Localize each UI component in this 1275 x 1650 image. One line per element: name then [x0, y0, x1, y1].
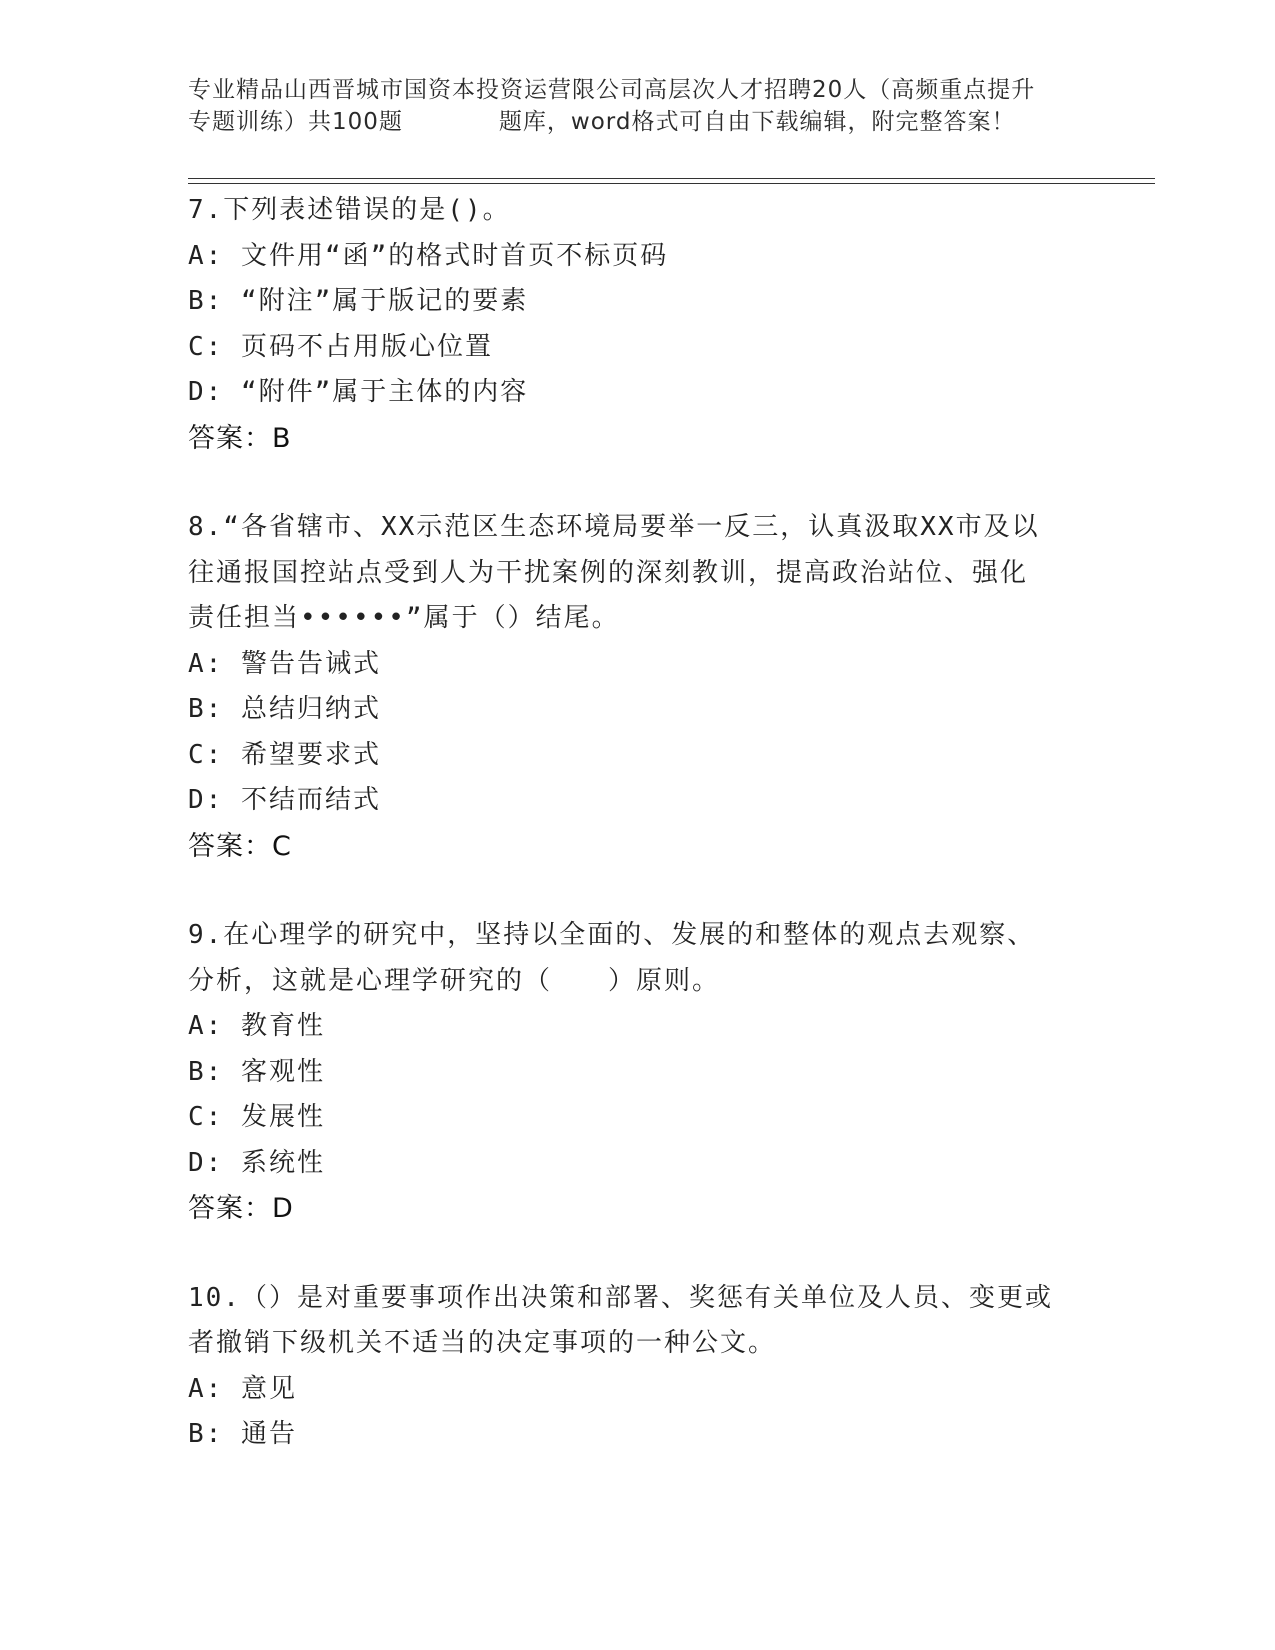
option-c: C: 页码不占用版心位置 — [188, 331, 493, 362]
option-b: B: 客观性 — [188, 1056, 325, 1087]
option-a: A: 意见 — [188, 1373, 297, 1404]
option-a: A: 文件用“函”的格式时首页不标页码 — [188, 240, 669, 271]
answer-text: 答案：D — [188, 1193, 294, 1224]
header-divider-top — [188, 178, 1155, 179]
question-10 — [188, 1276, 1118, 1458]
question-stem-line-1: 9.在心理学的研究中，坚持以全面的、发展的和整体的观点去观察、 — [188, 920, 1036, 950]
question-stem-line-2: 往通报国控站点受到人为干扰案例的深刻教训，提高政治站位、强化 — [188, 557, 1029, 588]
option-d: D: 不结而结式 — [188, 785, 381, 815]
option-c: C: 希望要求式 — [188, 739, 381, 770]
header-divider-bottom — [188, 183, 1155, 184]
option-b: B: “附注”属于版记的要素 — [188, 286, 529, 316]
option-b: B: 总结归纳式 — [188, 694, 381, 724]
question-7 — [188, 188, 1118, 461]
page-header — [188, 74, 1088, 138]
option-a: A: 警告告诫式 — [188, 648, 381, 679]
option-c: C: 发展性 — [188, 1102, 325, 1132]
option-a: A: 教育性 — [188, 1011, 325, 1041]
header-title-line-1: 专业精品山西晋城市国资本投资运营限公司高层次人才招聘20人（高频重点提升 — [188, 77, 1036, 103]
answer-text: 答案：C — [188, 830, 292, 862]
option-d: D: 系统性 — [188, 1147, 325, 1178]
header-title-line-2 — [188, 106, 1088, 138]
question-9 — [188, 913, 1118, 1232]
header-title-part-1: 专题训练）共100题 — [188, 109, 403, 135]
header-title-part-2: 题库，word格式可自由下载编辑，附完整答案！ — [498, 109, 1016, 135]
option-b: B: 通告 — [188, 1419, 297, 1449]
question-stem: 7.下列表述错误的是()。 — [188, 195, 511, 225]
question-list — [188, 188, 1118, 1458]
question-8 — [188, 505, 1118, 869]
option-d: D: “附件”属于主体的内容 — [188, 377, 529, 407]
question-stem-line-1: 10.（）是对重要事项作出决策和部署、奖惩有关单位及人员、变更或 — [188, 1282, 1053, 1313]
answer-text: 答案：B — [188, 422, 292, 454]
question-stem-line-2: 分析，这就是心理学研究的（ ）原则。 — [188, 965, 721, 996]
question-stem-line-3: 责任担当••••••”属于（）结尾。 — [188, 603, 620, 633]
question-stem-line-2: 者撤销下级机关不适当的决定事项的一种公文。 — [188, 1328, 777, 1358]
question-stem-line-1: 8.“各省辖市、XX示范区生态环境局要举一反三，认真汲取XX市及以 — [188, 512, 1040, 542]
